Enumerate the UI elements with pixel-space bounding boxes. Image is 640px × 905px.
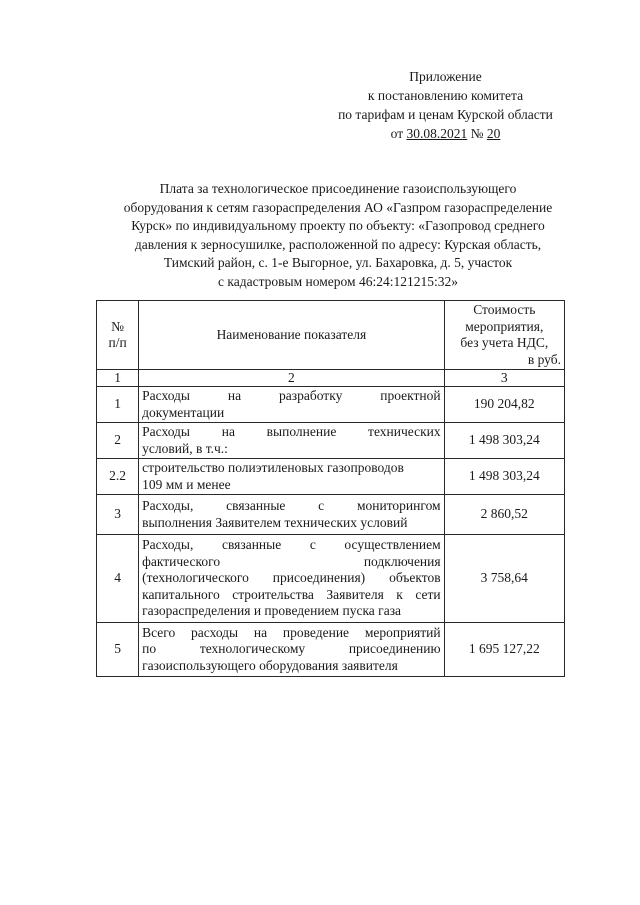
row-name-line: выполнения Заявителем технических условий	[142, 514, 408, 530]
row-name-line: условий, в т.ч.:	[142, 440, 228, 456]
title-line: Курск» по индивидуальному проекту по объекту: «Газопровод среднего	[131, 218, 545, 234]
table-header-row	[97, 301, 565, 370]
row-name-line: Расходы, связанные с осуществлением	[142, 537, 441, 553]
row-name	[139, 387, 444, 423]
header-cost	[444, 301, 564, 370]
title-line: с кадастровым номером 46:24:121215:32»	[218, 273, 458, 289]
row-name-line: Расходы на выполнение технических	[142, 424, 441, 439]
row-cost: 1 695 127,22	[444, 623, 564, 677]
row-name-line: газораспределения и проведением пуска газа	[142, 603, 402, 619]
resolution-date: 30.08.2021	[406, 126, 468, 141]
appendix-date-number	[318, 124, 573, 143]
row-name-line: 109 мм и менее	[142, 476, 231, 492]
row-number: 4	[97, 535, 139, 623]
row-name	[139, 535, 444, 623]
row-name	[139, 423, 444, 459]
row-number: 3	[97, 495, 139, 535]
row-cost: 3 758,64	[444, 535, 564, 623]
row-name-line: Расходы, связанные с мониторингом	[142, 498, 441, 513]
row-number: 2	[97, 423, 139, 459]
document-title	[88, 180, 588, 292]
column-number-cell: 2	[139, 370, 444, 387]
header-cost-line: мероприятия,	[465, 318, 544, 334]
header-cost-line: в руб.	[527, 351, 561, 367]
date-prefix: от	[390, 126, 407, 141]
appendix-title: Приложение	[409, 69, 482, 84]
row-number: 5	[97, 623, 139, 677]
column-number-row	[97, 370, 565, 387]
table-row	[97, 423, 565, 459]
row-cost: 190 204,82	[444, 387, 564, 423]
resolution-number: 20	[486, 126, 501, 141]
appendix-committee: по тарифам и ценам Курской области	[338, 107, 553, 122]
row-number: 1	[97, 387, 139, 423]
title-line: Тимский район, с. 1-е Выгорное, ул. Бахаровка, д. 5, участок	[163, 255, 513, 271]
appendix-block	[318, 67, 573, 143]
table-row	[97, 459, 565, 495]
row-name-line: Всего расходы на проведение мероприятий	[142, 624, 441, 640]
header-number-sign: №	[111, 318, 125, 334]
column-number-cell: 3	[444, 370, 564, 387]
tariff-table	[96, 300, 565, 677]
number-sign: №	[467, 126, 487, 141]
title-line: Плата за технологическое присоединение газоиспользующего	[159, 181, 517, 196]
row-name-line: по технологическому присоединению	[142, 641, 441, 657]
title-line: давления к зерносушилке, расположенной по адресу: Курская область,	[134, 236, 542, 252]
header-cost-line: без учета НДС,	[460, 335, 549, 350]
row-name-line: газоиспользующего оборудования заявителя	[142, 657, 398, 673]
table-row	[97, 535, 565, 623]
row-name-line: документации	[142, 404, 225, 420]
header-number	[97, 301, 139, 370]
title-line: оборудования к сетям газораспределения АО «Газпром газораспределение	[123, 199, 553, 215]
appendix-resolution: к постановлению комитета	[367, 88, 524, 103]
table-row-total	[97, 623, 565, 677]
row-name-line: капитального строительства Заявителя к сети	[142, 586, 441, 602]
row-name	[139, 459, 444, 495]
row-name-line: Расходы на разработку проектной	[142, 388, 441, 403]
table-row	[97, 495, 565, 535]
row-name	[139, 623, 444, 677]
row-cost: 1 498 303,24	[444, 459, 564, 495]
row-cost: 1 498 303,24	[444, 423, 564, 459]
table-row	[97, 387, 565, 423]
row-name-line: строительство полиэтиленовых газопроводов	[142, 460, 404, 475]
header-indicator-name: Наименование показателя	[139, 301, 444, 370]
row-number: 2.2	[97, 459, 139, 495]
header-number-label: п/п	[108, 335, 127, 350]
header-cost-line: Стоимость	[473, 302, 536, 317]
row-name	[139, 495, 444, 535]
column-number-cell: 1	[97, 370, 139, 387]
row-name-line: фактического подключения	[142, 553, 441, 569]
row-cost: 2 860,52	[444, 495, 564, 535]
row-name-line: (технологического присоединения) объектов	[142, 570, 441, 586]
